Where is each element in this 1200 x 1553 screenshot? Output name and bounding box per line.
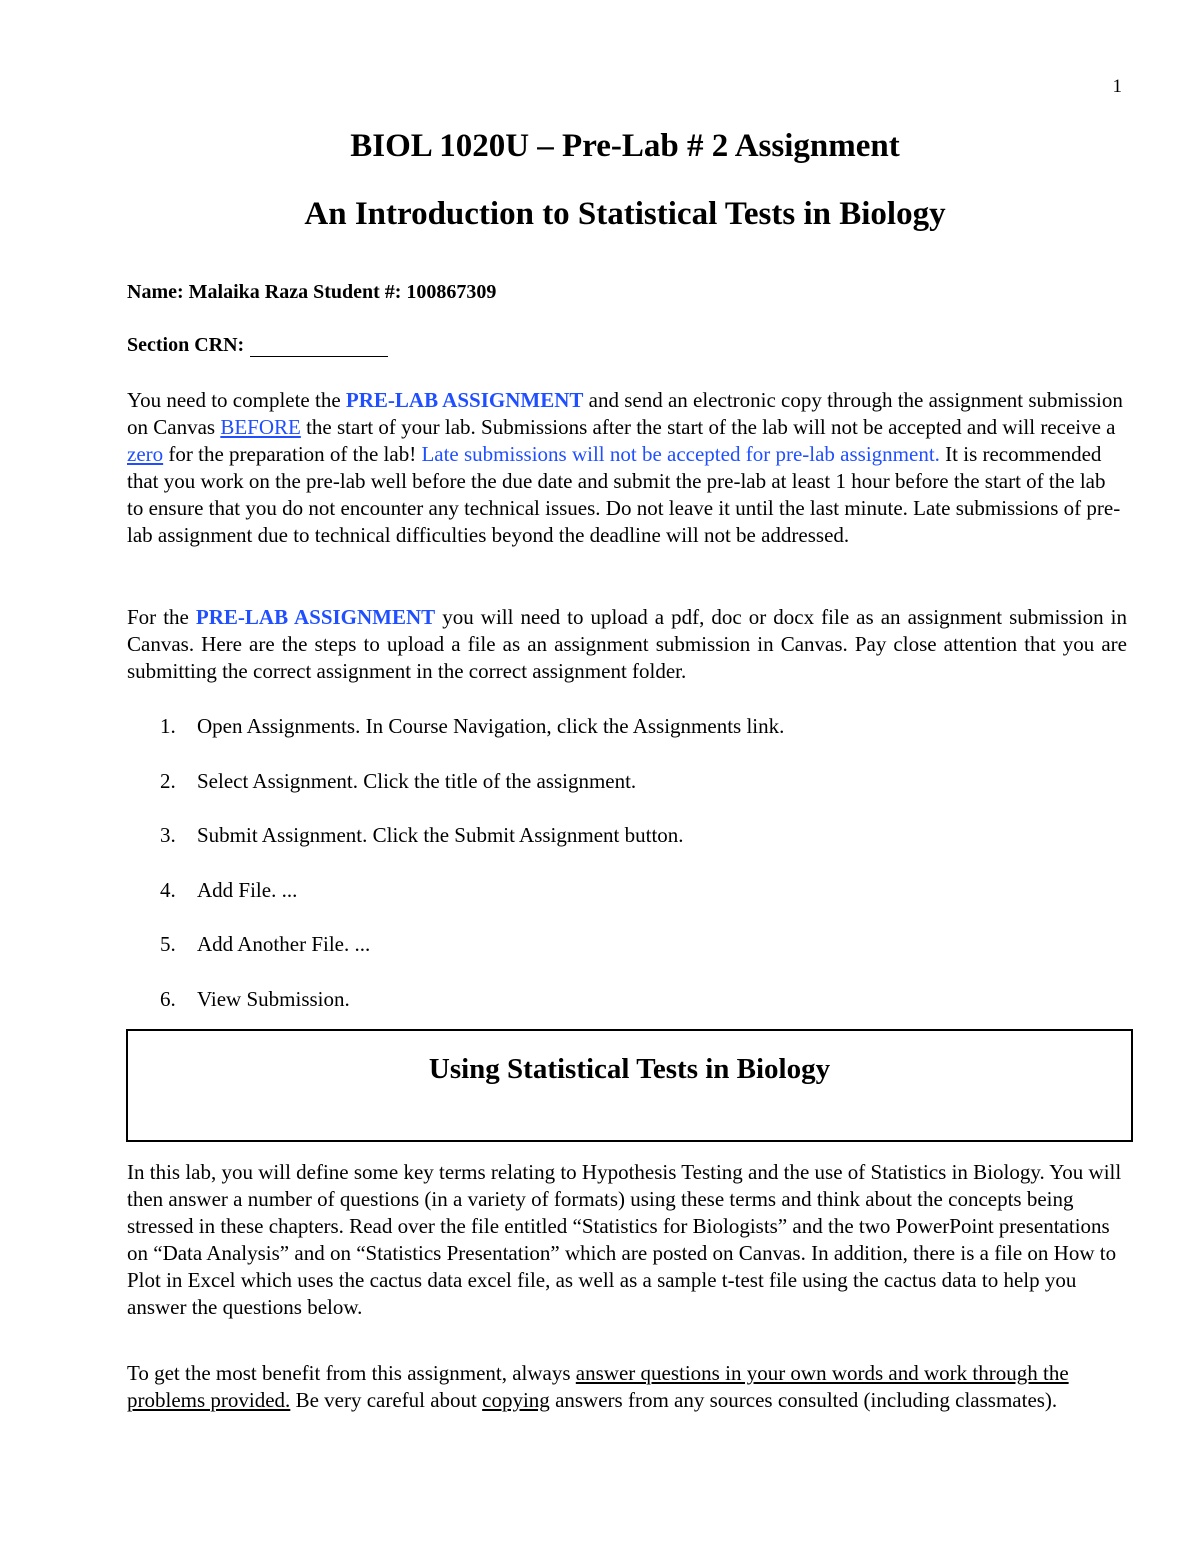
para1-text-5: It is recommended that you work on the pre-lab well before the due date and submit the pre-lab at least 1 hour before the start of the lab to ensure that you do not encounter any technical issues. Do not leave it until the last minute. Late submissions of pre-lab assignment due to technical difficulties beyond the deadline will not be addressed. [127,442,1121,547]
academic-integrity-paragraph [127,1360,1127,1414]
section-crn-line [127,334,388,357]
step-number: 6. [160,986,176,1011]
step-text: Add Another File. ... [197,932,371,956]
list-item [160,931,784,986]
para4-text-2: Be very careful about [290,1388,483,1412]
para2-text-1: For the [127,605,196,629]
list-item [160,713,784,768]
step-text: Submit Assignment. Click the Submit Assignment button. [197,823,684,847]
late-submissions-warning: Late submissions will not be accepted for pre-lab assignment. [421,442,940,466]
para2-text-2: you will need to upload a pdf, doc or docx file as an assignment submission in Canvas. Here are the steps to upload a file as an assignment submission in Canvas. Pay close attention that you are submitting the correct assignment in the correct assignment folder. [127,605,1128,683]
upload-instructions-paragraph [127,604,1127,685]
list-item [160,768,784,823]
step-text: Open Assignments. In Course Navigation, click the Assignments link. [197,714,785,738]
own-words-emphasis: answer questions in your own words and work through the problems provided. [127,1361,1069,1412]
student-name-line: Name: Malaika Raza Student #: 100867309 [127,281,497,303]
before-emphasis: BEFORE [220,415,301,439]
step-number: 3. [160,823,176,847]
document-subtitle: An Introduction to Statistical Tests in Biology [304,196,946,232]
para4-text-3: answers from any sources consulted (including classmates). [549,1388,1058,1412]
copying-emphasis: copying [482,1388,550,1412]
para1-text-2: and send an electronic copy through the assignment submission on Canvas [127,388,1123,439]
instructions-paragraph [127,387,1127,549]
section-heading-box [126,1029,1133,1142]
step-number: 2. [160,768,176,793]
step-text: Select Assignment. Click the title of the assignment. [197,768,637,793]
section-crn-blank [250,336,388,357]
prelab-assignment-emphasis-2: PRE-LAB ASSIGNMENT [195,605,436,629]
prelab-assignment-emphasis: PRE-LAB ASSIGNMENT [345,388,584,412]
section-crn-label: Section CRN: [127,334,245,356]
section-heading: Using Statistical Tests in Biology [428,1053,831,1085]
upload-steps-list [160,713,784,1040]
para4-text-1: To get the most benefit from this assignment, always [127,1361,576,1385]
step-number: 5. [160,932,176,956]
page-number: 1 [1112,76,1122,97]
list-item [160,822,784,877]
step-number: 4. [160,877,176,902]
para1-text-1: You need to complete the [127,388,346,412]
lab-description-paragraph: In this lab, you will define some key terms relating to Hypothesis Testing and the use of Statistics in Biology. You will then answer a number of questions (in a variety of formats) using these terms and think about the concepts being stressed in these chapters. Read over the file entitled “Statistics for Biologists” and the two PowerPoint presentations on “Data Analysis” and on “Statistics Presentation” which are posted on Canvas. In addition, there is a file on How to Plot in Excel which uses the cactus data excel file, as well as a sample t-test file using the cactus data to help you answer the questions below. [127,1160,1122,1319]
list-item [160,877,784,932]
step-text: Add File. ... [197,877,298,902]
step-number: 1. [160,714,176,738]
zero-emphasis: zero [127,442,164,466]
step-text: View Submission. [197,986,350,1011]
para1-text-4: for the preparation of the lab! [163,442,422,466]
para1-text-3: the start of your lab. Submissions after the start of the lab will not be accepted and will receive a [300,415,1116,439]
document-title: BIOL 1020U – Pre-Lab # 2 Assignment [350,128,900,164]
